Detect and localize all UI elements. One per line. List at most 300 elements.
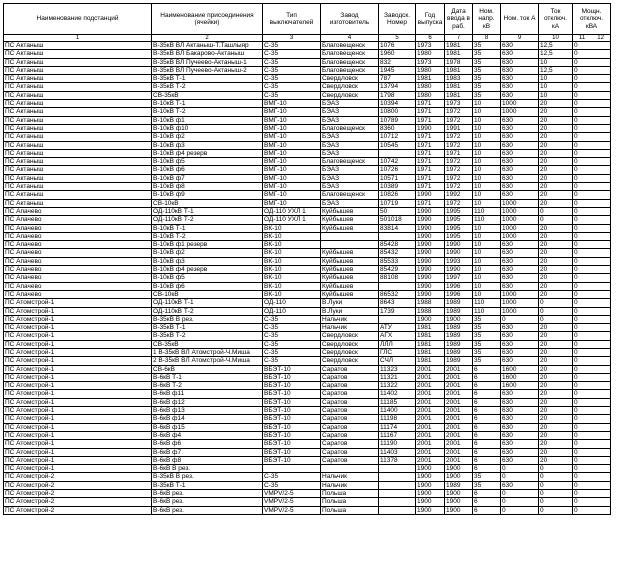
cell-breaking-current: 20 bbox=[539, 274, 573, 282]
cell-serial-number: 1076 bbox=[379, 42, 416, 50]
cell-breaker-type: ВК-10 bbox=[263, 241, 321, 249]
cell-year-made: 1971 bbox=[416, 133, 445, 141]
cell-commission-date: 1900 bbox=[445, 465, 473, 473]
cell-year-made: 1971 bbox=[416, 116, 445, 124]
cell-substation: ПС Апачево bbox=[4, 249, 152, 257]
cell-rated-current: 1000 bbox=[501, 307, 539, 315]
cell-manufacturer: Польша bbox=[321, 490, 379, 498]
cell-substation: ПС Атомстрой-1 bbox=[4, 415, 152, 423]
cell-manufacturer: Куйбышев bbox=[321, 282, 379, 290]
cell-rated-voltage: 10 bbox=[473, 116, 501, 124]
table-row bbox=[4, 382, 611, 390]
cell-commission-date: 1971 bbox=[445, 149, 473, 157]
column-number: 4 bbox=[321, 35, 379, 42]
cell-rated-current: 630 bbox=[501, 50, 539, 58]
cell-commission-date: 2001 bbox=[445, 456, 473, 464]
cell-serial-number: 10789 bbox=[379, 116, 416, 124]
table-row bbox=[4, 506, 611, 514]
cell-substation: ПС Атомстрой-1 bbox=[4, 448, 152, 456]
cell-breaker-type: ВБЭТ-10 bbox=[263, 365, 321, 373]
cell-serial-number: 10394 bbox=[379, 100, 416, 108]
cell-substation: ПС Актаныш bbox=[4, 42, 152, 50]
cell-commission-date: 1989 bbox=[445, 481, 473, 489]
cell-commission-date: 1990 bbox=[445, 266, 473, 274]
cell-rated-voltage: 35 bbox=[473, 332, 501, 340]
cell-breaker-type: ОД-110 УХЛ 1 bbox=[263, 216, 321, 224]
cell-connection: ОД-110кВ Т-1 bbox=[152, 299, 263, 307]
cell-connection: В-35кВ В рез. bbox=[152, 315, 263, 323]
cell-rated-voltage: 6 bbox=[473, 373, 501, 381]
cell-breaking-power: 0 bbox=[573, 50, 611, 58]
cell-breaking-power: 0 bbox=[573, 207, 611, 215]
cell-substation: ПС Актаныш bbox=[4, 83, 152, 91]
cell-breaker-type: С-35 bbox=[263, 50, 321, 58]
cell-breaker-type: ВБЭТ-10 bbox=[263, 448, 321, 456]
cell-commission-date: 2001 bbox=[445, 440, 473, 448]
cell-manufacturer: Польша bbox=[321, 498, 379, 506]
cell-breaker-type: ВМГ-10 bbox=[263, 133, 321, 141]
table-row bbox=[4, 124, 611, 132]
column-number: 6 bbox=[416, 35, 445, 42]
cell-connection: В-10кВ Т-1 bbox=[152, 100, 263, 108]
cell-connection: В-10кВ ф7 bbox=[152, 174, 263, 182]
cell-substation: ПС Актаныш bbox=[4, 66, 152, 74]
cell-breaker-type: ВК-10 bbox=[263, 249, 321, 257]
cell-year-made: 2001 bbox=[416, 440, 445, 448]
cell-manufacturer: Саратов bbox=[321, 423, 379, 431]
cell-commission-date: 2001 bbox=[445, 398, 473, 406]
cell-breaker-type: ОД-110 bbox=[263, 299, 321, 307]
cell-commission-date: 1983 bbox=[445, 75, 473, 83]
cell-manufacturer: БЭАЗ bbox=[321, 116, 379, 124]
cell-connection: ОД-110кВ Т-2 bbox=[152, 216, 263, 224]
cell-breaking-power: 0 bbox=[573, 116, 611, 124]
cell-rated-current: 630 bbox=[501, 407, 539, 415]
column-number: 2 bbox=[152, 35, 263, 42]
table-row bbox=[4, 448, 611, 456]
cell-rated-current: 630 bbox=[501, 133, 539, 141]
cell-breaking-power: 0 bbox=[573, 199, 611, 207]
cell-substation: ПС Апачево bbox=[4, 207, 152, 215]
cell-serial-number: 86532 bbox=[379, 290, 416, 298]
cell-breaking-current: 20 bbox=[539, 149, 573, 157]
table-row bbox=[4, 415, 611, 423]
cell-rated-voltage: 110 bbox=[473, 207, 501, 215]
cell-breaker-type: С-35 bbox=[263, 91, 321, 99]
cell-serial-number: 11378 bbox=[379, 456, 416, 464]
cell-year-made: 1990 bbox=[416, 191, 445, 199]
cell-rated-voltage: 6 bbox=[473, 390, 501, 398]
cell-commission-date: 2001 bbox=[445, 448, 473, 456]
cell-breaking-power: 0 bbox=[573, 324, 611, 332]
cell-substation: ПС Апачево bbox=[4, 216, 152, 224]
header-breaking-power: Мощн. отключ. кВА bbox=[573, 4, 611, 35]
cell-serial-number: АГХ bbox=[379, 332, 416, 340]
table-row bbox=[4, 75, 611, 83]
cell-connection: В-10кВ ф6 bbox=[152, 282, 263, 290]
cell-substation: ПС Актаныш bbox=[4, 108, 152, 116]
cell-breaker-type: ВМГ-10 bbox=[263, 183, 321, 191]
cell-manufacturer: Свердловск bbox=[321, 83, 379, 91]
cell-breaking-current: 20 bbox=[539, 199, 573, 207]
cell-rated-voltage: 110 bbox=[473, 299, 501, 307]
cell-year-made: 2001 bbox=[416, 407, 445, 415]
cell-breaker-type: С-35 bbox=[263, 473, 321, 481]
cell-breaking-power: 0 bbox=[573, 315, 611, 323]
cell-breaker-type: ВМГ-10 bbox=[263, 108, 321, 116]
cell-rated-current: 630 bbox=[501, 431, 539, 439]
table-row bbox=[4, 50, 611, 58]
cell-connection: ОД-110кВ Т-2 bbox=[152, 307, 263, 315]
cell-serial-number: 10389 bbox=[379, 183, 416, 191]
cell-breaking-power: 0 bbox=[573, 174, 611, 182]
cell-rated-voltage: 10 bbox=[473, 274, 501, 282]
cell-rated-voltage: 10 bbox=[473, 133, 501, 141]
cell-rated-voltage: 10 bbox=[473, 124, 501, 132]
table-row bbox=[4, 373, 611, 381]
column-number-11: 11 bbox=[579, 35, 586, 41]
cell-connection: В-6кВ рез. bbox=[152, 506, 263, 514]
cell-breaking-current: 20 bbox=[539, 332, 573, 340]
cell-manufacturer: БЭАЗ bbox=[321, 133, 379, 141]
cell-breaking-power: 0 bbox=[573, 183, 611, 191]
table-row bbox=[4, 116, 611, 124]
cell-connection: СВ-6кВ bbox=[152, 365, 263, 373]
cell-breaking-power: 0 bbox=[573, 365, 611, 373]
cell-breaking-power: 0 bbox=[573, 158, 611, 166]
cell-breaking-current: 0 bbox=[539, 307, 573, 315]
cell-serial-number: 832 bbox=[379, 58, 416, 66]
cell-rated-voltage: 10 bbox=[473, 249, 501, 257]
cell-breaker-type bbox=[263, 465, 321, 473]
table-row bbox=[4, 191, 611, 199]
cell-commission-date: 1978 bbox=[445, 58, 473, 66]
cell-rated-voltage: 6 bbox=[473, 365, 501, 373]
cell-breaking-current: 20 bbox=[539, 382, 573, 390]
cell-connection: В-10кВ ф9 bbox=[152, 191, 263, 199]
cell-breaking-current: 20 bbox=[539, 141, 573, 149]
cell-connection: В-6кВ ф7 bbox=[152, 448, 263, 456]
cell-substation: ПС Атомстрой-1 bbox=[4, 423, 152, 431]
cell-breaking-power: 0 bbox=[573, 498, 611, 506]
cell-serial-number: 85432 bbox=[379, 249, 416, 257]
cell-serial-number: 11185 bbox=[379, 398, 416, 406]
cell-manufacturer: Благовещенск bbox=[321, 191, 379, 199]
table-row bbox=[4, 257, 611, 265]
cell-rated-current: 630 bbox=[501, 274, 539, 282]
cell-rated-current: 1600 bbox=[501, 382, 539, 390]
table-row bbox=[4, 91, 611, 99]
cell-year-made: 2001 bbox=[416, 382, 445, 390]
cell-breaking-current: 20 bbox=[539, 166, 573, 174]
cell-breaking-current: 0 bbox=[539, 465, 573, 473]
cell-connection: СВ-10кВ bbox=[152, 290, 263, 298]
cell-substation: ПС Актаныш bbox=[4, 191, 152, 199]
cell-year-made: 1980 bbox=[416, 50, 445, 58]
cell-substation: ПС Атомстрой-1 bbox=[4, 357, 152, 365]
cell-substation: ПС Актаныш bbox=[4, 158, 152, 166]
cell-rated-current: 630 bbox=[501, 183, 539, 191]
cell-year-made: 1973 bbox=[416, 42, 445, 50]
cell-manufacturer: БЭАЗ bbox=[321, 108, 379, 116]
cell-breaking-current: 20 bbox=[539, 290, 573, 298]
cell-rated-current: 630 bbox=[501, 66, 539, 74]
cell-connection: В-10кВ ф5 bbox=[152, 158, 263, 166]
column-number: 10 bbox=[539, 35, 573, 42]
cell-rated-voltage: 10 bbox=[473, 174, 501, 182]
table-row bbox=[4, 274, 611, 282]
cell-breaking-current: 12,5 bbox=[539, 50, 573, 58]
table-row bbox=[4, 490, 611, 498]
cell-breaking-power: 0 bbox=[573, 166, 611, 174]
cell-breaking-power: 0 bbox=[573, 431, 611, 439]
cell-manufacturer: Саратов bbox=[321, 431, 379, 439]
cell-rated-voltage: 35 bbox=[473, 473, 501, 481]
cell-rated-current: 630 bbox=[501, 166, 539, 174]
cell-commission-date: 2001 bbox=[445, 373, 473, 381]
cell-breaking-current: 12,5 bbox=[539, 66, 573, 74]
cell-serial-number: 85429 bbox=[379, 266, 416, 274]
cell-serial-number: 10726 bbox=[379, 166, 416, 174]
cell-rated-voltage: 35 bbox=[473, 324, 501, 332]
cell-breaking-power: 0 bbox=[573, 241, 611, 249]
cell-year-made: 1900 bbox=[416, 465, 445, 473]
cell-serial-number bbox=[379, 465, 416, 473]
cell-manufacturer: Благовещенск bbox=[321, 58, 379, 66]
cell-year-made: 1990 bbox=[416, 241, 445, 249]
cell-manufacturer: Куйбышев bbox=[321, 257, 379, 265]
cell-substation: ПС Актаныш bbox=[4, 133, 152, 141]
cell-manufacturer: Куйбышев bbox=[321, 224, 379, 232]
cell-connection: В-35кВ В рез. bbox=[152, 473, 263, 481]
cell-commission-date: 1996 bbox=[445, 290, 473, 298]
cell-breaking-current: 20 bbox=[539, 456, 573, 464]
cell-manufacturer: БЭАЗ bbox=[321, 100, 379, 108]
cell-breaking-current: 20 bbox=[539, 373, 573, 381]
cell-breaking-power: 0 bbox=[573, 415, 611, 423]
cell-year-made: 1990 bbox=[416, 249, 445, 257]
table-row bbox=[4, 465, 611, 473]
cell-connection: В-35кВ ВЛ Бакарово-Актаныш bbox=[152, 50, 263, 58]
cell-breaker-type: ВК-10 bbox=[263, 274, 321, 282]
cell-substation: ПС Атомстрой-1 bbox=[4, 365, 152, 373]
table-row bbox=[4, 332, 611, 340]
cell-commission-date: 1981 bbox=[445, 91, 473, 99]
table-row bbox=[4, 340, 611, 348]
cell-commission-date: 1995 bbox=[445, 216, 473, 224]
cell-commission-date: 1972 bbox=[445, 174, 473, 182]
cell-manufacturer: Благовещенск bbox=[321, 66, 379, 74]
cell-commission-date: 1972 bbox=[445, 183, 473, 191]
cell-manufacturer: Свердловск bbox=[321, 75, 379, 83]
cell-serial-number bbox=[379, 481, 416, 489]
cell-year-made: 1988 bbox=[416, 299, 445, 307]
cell-serial-number: 11402 bbox=[379, 390, 416, 398]
cell-serial-number: 1945 bbox=[379, 66, 416, 74]
table-row bbox=[4, 232, 611, 240]
cell-serial-number: 11400 bbox=[379, 407, 416, 415]
cell-commission-date: 1995 bbox=[445, 207, 473, 215]
cell-year-made: 1981 bbox=[416, 340, 445, 348]
cell-breaking-power: 0 bbox=[573, 266, 611, 274]
cell-breaking-current: 20 bbox=[539, 124, 573, 132]
header-serial-number: Заводск. Номер bbox=[379, 4, 416, 35]
cell-serial-number: 10571 bbox=[379, 174, 416, 182]
cell-rated-voltage: 35 bbox=[473, 58, 501, 66]
cell-rated-voltage: 35 bbox=[473, 75, 501, 83]
cell-year-made: 1971 bbox=[416, 158, 445, 166]
cell-breaking-current: 12,5 bbox=[539, 42, 573, 50]
cell-rated-voltage: 10 bbox=[473, 149, 501, 157]
cell-breaker-type: С-35 bbox=[263, 481, 321, 489]
cell-year-made: 1980 bbox=[416, 66, 445, 74]
column-number: 7 bbox=[445, 35, 473, 42]
table-row bbox=[4, 249, 611, 257]
cell-breaker-type: ВК-10 bbox=[263, 266, 321, 274]
cell-breaking-power: 0 bbox=[573, 124, 611, 132]
cell-breaking-current: 20 bbox=[539, 348, 573, 356]
cell-manufacturer: БЭАЗ bbox=[321, 183, 379, 191]
cell-serial-number: 8360 bbox=[379, 124, 416, 132]
cell-substation: ПС Актаныш bbox=[4, 149, 152, 157]
table-row bbox=[4, 216, 611, 224]
cell-serial-number bbox=[379, 506, 416, 514]
cell-substation: ПС Апачево bbox=[4, 282, 152, 290]
cell-connection: 2 В-35кВ ВЛ Атомстрой-Ч.Миша bbox=[152, 357, 263, 365]
cell-connection: СВ-35кВ bbox=[152, 340, 263, 348]
table-body bbox=[4, 42, 611, 515]
cell-breaking-current: 0 bbox=[539, 473, 573, 481]
cell-substation: ПС Атомстрой-1 bbox=[4, 382, 152, 390]
cell-connection: В-10кВ ф5 bbox=[152, 274, 263, 282]
cell-substation: ПС Атомстрой-1 bbox=[4, 324, 152, 332]
cell-manufacturer: Куйбышев bbox=[321, 274, 379, 282]
cell-substation: ПС Атомстрой-1 bbox=[4, 398, 152, 406]
table-row bbox=[4, 199, 611, 207]
cell-breaker-type: ВК-10 bbox=[263, 257, 321, 265]
cell-rated-current: 630 bbox=[501, 357, 539, 365]
cell-commission-date: 1900 bbox=[445, 473, 473, 481]
cell-rated-voltage: 6 bbox=[473, 423, 501, 431]
cell-year-made: 1990 bbox=[416, 216, 445, 224]
cell-breaker-type: ВК-10 bbox=[263, 232, 321, 240]
cell-breaker-type: С-35 bbox=[263, 324, 321, 332]
cell-breaking-power: 0 bbox=[573, 42, 611, 50]
cell-rated-current: 630 bbox=[501, 481, 539, 489]
cell-rated-current: 1000 bbox=[501, 232, 539, 240]
cell-serial-number: СЧЛ bbox=[379, 357, 416, 365]
cell-serial-number: 8643 bbox=[379, 299, 416, 307]
cell-manufacturer: Свердловск bbox=[321, 348, 379, 356]
cell-rated-voltage: 6 bbox=[473, 415, 501, 423]
cell-rated-voltage: 110 bbox=[473, 307, 501, 315]
cell-commission-date: 2001 bbox=[445, 390, 473, 398]
cell-rated-voltage: 10 bbox=[473, 257, 501, 265]
cell-connection: В-10кВ ф1 резерв bbox=[152, 241, 263, 249]
cell-commission-date: 1981 bbox=[445, 66, 473, 74]
cell-connection: В-6кВ рез. bbox=[152, 498, 263, 506]
cell-breaking-current: 20 bbox=[539, 398, 573, 406]
cell-manufacturer: Нальчик bbox=[321, 315, 379, 323]
table-row bbox=[4, 423, 611, 431]
cell-connection: В-6кВ рез. bbox=[152, 490, 263, 498]
cell-connection: В-10кВ ф1 bbox=[152, 116, 263, 124]
cell-breaking-current: 20 bbox=[539, 108, 573, 116]
cell-connection: В-10кВ ф4 резерв bbox=[152, 266, 263, 274]
cell-breaking-current: 20 bbox=[539, 232, 573, 240]
cell-commission-date: 1997 bbox=[445, 274, 473, 282]
cell-commission-date: 1981 bbox=[445, 83, 473, 91]
table-row bbox=[4, 174, 611, 182]
cell-breaker-type: ОД-110 УХЛ 1 bbox=[263, 207, 321, 215]
cell-rated-voltage: 6 bbox=[473, 431, 501, 439]
cell-rated-voltage: 10 bbox=[473, 183, 501, 191]
cell-breaking-current: 10 bbox=[539, 91, 573, 99]
table-row bbox=[4, 357, 611, 365]
cell-rated-voltage: 35 bbox=[473, 66, 501, 74]
table-row bbox=[4, 324, 611, 332]
cell-rated-voltage: 10 bbox=[473, 282, 501, 290]
cell-connection: В-35кВ ВЛ Актаныш-Т.Ташлыяр bbox=[152, 42, 263, 50]
cell-year-made: 1990 bbox=[416, 290, 445, 298]
cell-rated-current: 630 bbox=[501, 58, 539, 66]
cell-serial-number: 10742 bbox=[379, 158, 416, 166]
header-breaker-type: Тип выключателей bbox=[263, 4, 321, 35]
cell-breaker-type: ВБЭТ-10 bbox=[263, 390, 321, 398]
cell-breaking-power: 0 bbox=[573, 506, 611, 514]
cell-commission-date: 1972 bbox=[445, 166, 473, 174]
cell-breaker-type: ВК-10 bbox=[263, 282, 321, 290]
cell-year-made: 1900 bbox=[416, 315, 445, 323]
table-row bbox=[4, 407, 611, 415]
cell-connection: В-6кВ ф15 bbox=[152, 423, 263, 431]
cell-rated-voltage: 6 bbox=[473, 498, 501, 506]
cell-breaking-power: 0 bbox=[573, 465, 611, 473]
cell-rated-voltage: 10 bbox=[473, 241, 501, 249]
cell-rated-current: 1000 bbox=[501, 207, 539, 215]
cell-commission-date: 1900 bbox=[445, 315, 473, 323]
cell-rated-voltage: 6 bbox=[473, 490, 501, 498]
cell-manufacturer: Саратов bbox=[321, 448, 379, 456]
cell-breaker-type: ВМГ-10 bbox=[263, 116, 321, 124]
cell-substation: ПС Атомстрой-2 bbox=[4, 490, 152, 498]
cell-commission-date: 1989 bbox=[445, 357, 473, 365]
table-row bbox=[4, 241, 611, 249]
cell-serial-number: 10712 bbox=[379, 133, 416, 141]
cell-rated-current: 1000 bbox=[501, 224, 539, 232]
cell-connection: В-10кВ ф10 bbox=[152, 124, 263, 132]
header-commission-date: Дата ввода в раб. bbox=[445, 4, 473, 35]
cell-breaking-current: 0 bbox=[539, 506, 573, 514]
cell-breaker-type: VMPV/2-5 bbox=[263, 490, 321, 498]
cell-year-made: 1981 bbox=[416, 75, 445, 83]
cell-connection: В-10кВ Т-2 bbox=[152, 232, 263, 240]
cell-commission-date: 1989 bbox=[445, 324, 473, 332]
cell-year-made: 1973 bbox=[416, 58, 445, 66]
cell-year-made: 1971 bbox=[416, 141, 445, 149]
cell-rated-current: 0 bbox=[501, 506, 539, 514]
cell-manufacturer: Нальчик bbox=[321, 324, 379, 332]
cell-breaking-current: 20 bbox=[539, 100, 573, 108]
cell-substation: ПС Апачево bbox=[4, 274, 152, 282]
cell-serial-number: 11190 bbox=[379, 440, 416, 448]
cell-connection: В-35кВ Т-2 bbox=[152, 83, 263, 91]
cell-connection: В-10кВ Т-2 bbox=[152, 108, 263, 116]
cell-commission-date: 2001 bbox=[445, 382, 473, 390]
cell-rated-voltage: 10 bbox=[473, 232, 501, 240]
cell-substation: ПС Актаныш bbox=[4, 166, 152, 174]
cell-manufacturer: Свердловск bbox=[321, 340, 379, 348]
